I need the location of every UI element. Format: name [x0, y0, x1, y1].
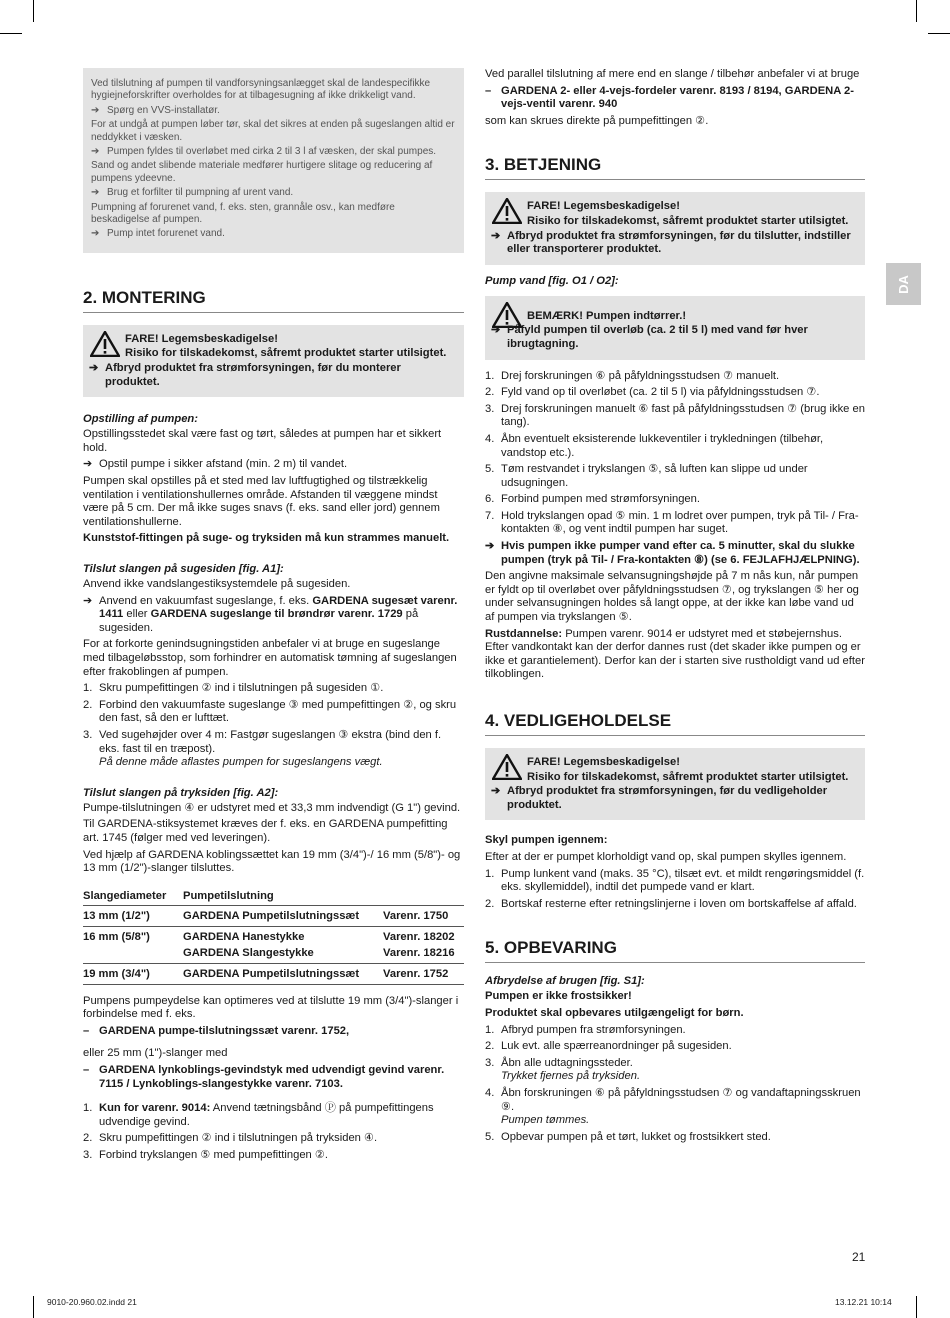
step-number: 1. — [485, 369, 495, 382]
step-number: 3. — [83, 728, 93, 741]
list-item — [83, 699, 464, 726]
warning-action: Afbryd produktet fra strømforsyningen, før du vedligeholder produktet. — [507, 785, 828, 811]
arrow-icon: ➔ — [91, 104, 100, 116]
notice-instruction-text: Pump intet forurenet vand. — [107, 228, 225, 240]
note-title: BEMÆRK! Pumpen indtørrer.! — [527, 309, 687, 322]
instruction: Hvis pumpen ikke pumper vand efter ca. 5 minutter, skal du slukke pumpen (tryk på Til- / Fra-kontakten ⑧) (se 6. FEJLAFHJÆLPNING). — [501, 540, 860, 566]
paragraph: Ved parallel tilslutning af mere end en slange / tilbehør anbefaler vi at bruge — [485, 68, 860, 80]
step-number: 2. — [485, 386, 495, 399]
product-ref: GARDENA lynkoblings-gevindstyk med udvendigt gevind varenr. 7115 / Lynkoblings-slangestykke varenr. 7103. — [99, 1064, 445, 1090]
warning-box — [485, 748, 865, 820]
table-header: Pumpetilslutning — [183, 887, 383, 906]
subheading: Afbrydelse af brugen [fig. S1]: — [485, 975, 645, 988]
list-item — [485, 433, 865, 460]
footer-file: 9010-20.960.02.indd 21 — [47, 1297, 137, 1307]
paragraph: Den angivne maksimale selvansugningshøjde på 7 m nås kun, når pumpen er fyldt op til overløbet over påfyldningsstudsen ⑦, og trykslangen ⑤ her og under selvansugningen holdes så langt oppe, at der ikke kan løbe vand ud af pumpen via trykslangen ⑤. — [485, 570, 859, 624]
table-cell: GARDENA Pumpetilslutningssæt — [183, 963, 383, 984]
warning-title: FARE! Legemsbeskadigelse! — [125, 332, 278, 345]
notice-instruction-text: Spørg en VVS-installatør. — [107, 104, 220, 116]
list-item — [485, 403, 865, 430]
warning-triangle-icon — [90, 331, 120, 357]
step-text: Luk evt. alle spærreanordninger på sugesiden. — [501, 1040, 732, 1053]
notice-instruction — [91, 228, 456, 240]
step-text: Forbind den vakuumfaste sugeslange ③ med pumpefittingen ②, og skru den fast, så den er lufttæt. — [99, 698, 457, 725]
step-list — [485, 370, 865, 538]
step-text: Tøm restvandet i trykslangen ⑤, så luften kan slippe ud under udsugningen. — [501, 463, 808, 489]
step-number: 3. — [485, 1056, 495, 1069]
list-item — [485, 463, 865, 490]
product-ref: GARDENA sugeslange til brøndrør varenr. 1729 — [150, 608, 403, 621]
bold-paragraph: Produktet skal opbevares utilgængeligt for børn. — [485, 1006, 744, 1019]
list-item — [83, 682, 464, 696]
section-heading: 3. BETJENING — [485, 155, 865, 180]
step-text: Pump lunkent vand (maks. 35 °C), tilsæt evt. et mildt rengøringsmiddel (f. eks. skyllemiddel), indtil det pumpede vand er klart. — [501, 867, 865, 894]
subheading: Pump vand [fig. O1 / O2]: — [485, 274, 619, 287]
arrow-icon: ➔ — [83, 458, 93, 471]
step-number: 2. — [485, 897, 495, 910]
list-item — [485, 370, 865, 384]
step-text: Skru pumpefittingen ② ind i tilslutningen på sugesiden ①. — [99, 682, 384, 695]
arrow-icon: ➔ — [91, 146, 100, 158]
list-item — [485, 1087, 865, 1128]
warning-action: Afbryd produktet fra strømforsyningen, før du tilslutter, indstiller eller transporterer produktet. — [507, 229, 851, 256]
warning-box — [83, 325, 464, 397]
warning-text: Risiko for tilskadekomst, såfremt produktet starter utilsigtet. — [125, 347, 447, 360]
crop-mark — [916, 0, 917, 22]
warning-triangle-icon — [492, 198, 522, 224]
dash-marker: – — [485, 84, 492, 97]
table-cell — [83, 945, 183, 964]
warning-triangle-icon — [492, 754, 522, 780]
list-item — [485, 868, 865, 895]
step-result: Pumpen tømmes. — [501, 1114, 590, 1127]
table-cell: GARDENA Pumpetilslutningssæt — [183, 905, 383, 926]
paragraph: Pumpen varenr. 9014 er udstyret med et støbejernshus. Efter vandkontakt kan der derfor dannes rust (det skader ikke pumpen og er ikke et garantielement). Derfor kan der i starten sive rustholdigt vand ud efter tilkoblingen. — [485, 627, 865, 681]
paragraph: Pumpen skal opstilles på et sted med lav luftfugtighed og tilstrækkelig ventilation i ventilationshullernes område. Afstanden til væggene mindst være på 5 cm. Der må ikke suges snavs (f. eks. sand eller jord) gennem ventilationshullerne. — [83, 475, 440, 528]
arrow-icon: ➔ — [91, 187, 100, 199]
instruction: Opstil pumpe i sikker afstand (min. 2 m) til vandet. — [99, 458, 348, 471]
instruction: Anvend en vakuumfast sugeslange, f. eks. — [99, 594, 313, 607]
list-item — [485, 493, 865, 507]
note-box — [485, 296, 865, 360]
list-item — [83, 1132, 464, 1146]
table-cell: Varenr. 1750 — [383, 905, 464, 926]
notice-text: For at undgå at pumpen løber tør, skal det sikres at enden på sugeslangen altid er neddykket i væsken. — [91, 119, 455, 143]
table-header — [383, 887, 464, 906]
paragraph: Opstillingsstedet skal være fast og tørt, således at pumpen har et sikkert hold. — [83, 428, 442, 454]
list-item — [485, 1131, 865, 1145]
note-action: Påfyld pumpen til overløb (ca. 2 til 5 l) med vand før hver ibrugtagning. — [507, 324, 808, 350]
step-text: Bortskaf resterne efter retningslinjerne i loven om bortskaffelse af affald. — [501, 897, 857, 910]
table-row — [83, 945, 464, 964]
crop-mark — [916, 1296, 917, 1318]
warning-text: Risiko for tilskadekomst, såfremt produktet starter utilsigtet. — [527, 214, 849, 227]
hose-table — [83, 887, 464, 985]
table-cell: 19 mm (3/4") — [83, 963, 183, 984]
arrow-icon: ➔ — [491, 229, 501, 242]
crop-mark — [928, 33, 950, 34]
table-cell: GARDENA Slangestykke — [183, 945, 383, 964]
notice-instruction — [91, 105, 456, 117]
notice-instruction-text: Pumpen fyldes til overløbet med cirka 2 til 3 l af væsken, der skal pumpes. — [107, 146, 437, 158]
arrow-icon: ➔ — [485, 540, 495, 553]
footer-date: 13.12.21 10:14 — [835, 1297, 892, 1307]
dash-marker: – — [83, 1024, 90, 1037]
step-number: 5. — [485, 463, 495, 476]
section-heading: 2. MONTERING — [83, 288, 464, 313]
step-number: 2. — [83, 698, 93, 711]
paragraph: Til GARDENA-stiksystemet kræves der f. eks. en GARDENA pumpefitting art. 1745 (følger med ved leveringen). — [83, 818, 448, 844]
paragraph: Efter at der er pumpet klorholdigt vand op, skal pumpen skylles igennem. — [485, 850, 847, 863]
warning-title: FARE! Legemsbeskadigelse! — [527, 200, 680, 213]
step-text: Åbn forskruningen ⑥ på påfyldningsstudsen ⑦ og vandaftapningsskruen ⑨. — [501, 1086, 861, 1113]
arrow-icon: ➔ — [91, 228, 100, 240]
step-text: Drej forskruningen manuelt ⑥ fast på påfyldningsstudsen ⑦ (brug ikke en tang). — [501, 402, 865, 429]
warning-text: Risiko for tilskadekomst, såfremt produktet starter utilsigtet. — [527, 770, 849, 783]
step-text: Åbn eventuelt eksisterende lukkeventiler i trykledningen (tilbehør, vandstop etc.). — [501, 432, 824, 459]
list-item — [485, 1040, 865, 1054]
list-item — [485, 898, 865, 912]
language-tab — [886, 263, 921, 305]
crop-mark — [33, 1296, 34, 1318]
step-text: Anvend tætningsbånd Ⓟ på pumpefittingens udvendige gevind. — [99, 1102, 434, 1128]
warning-title: FARE! Legemsbeskadigelse! — [527, 756, 680, 768]
table-cell: Varenr. 1752 — [383, 963, 464, 984]
table-row — [83, 926, 464, 945]
step-number: 4. — [485, 432, 495, 445]
paragraph: Ved hjælp af GARDENA koblingssættet kan 19 mm (3/4")-/ 16 mm (5/8")- og 13 mm (1/2")-slanger tilsluttes. — [83, 848, 461, 875]
list-item — [485, 1024, 865, 1038]
section-heading: 4. VEDLIGEHOLDELSE — [485, 711, 865, 736]
table-cell: 16 mm (5/8") — [83, 930, 150, 943]
step-number: 3. — [83, 1149, 93, 1162]
bold-paragraph: Kunststof-fittingen på suge- og tryksiden må kun strammes manuelt. — [83, 532, 450, 545]
step-text: Åbn alle udtagningssteder. — [501, 1056, 633, 1069]
step-text: Opbevar pumpen på et tørt, lukket og frostsikkert sted. — [501, 1130, 771, 1143]
right-column — [485, 68, 865, 1147]
left-column — [83, 68, 464, 1166]
step-result: På denne måde aflastes pumpen for sugeslangens vægt. — [99, 756, 383, 769]
step-number: 5. — [485, 1130, 495, 1143]
list-item — [485, 1057, 865, 1084]
instruction-text: på sugesiden. — [99, 608, 419, 634]
list-item — [485, 386, 865, 400]
step-list — [485, 1024, 865, 1145]
step-number: 2. — [485, 1040, 495, 1053]
paragraph: Anvend ikke vandslangestiksystemdele på sugesiden. — [83, 578, 351, 590]
notice-instruction — [91, 187, 456, 199]
list-item — [83, 1102, 464, 1129]
language-tab-label: DA — [896, 274, 911, 294]
notice-instruction-text: Brug et forfilter til pumpning af urent vand. — [107, 187, 294, 199]
product-ref: GARDENA sugesæt varenr. 1411 — [99, 594, 458, 621]
table-cell: Varenr. 18216 — [383, 945, 464, 964]
step-list — [485, 868, 865, 912]
step-result: Trykket fjernes på tryksiden. — [501, 1070, 641, 1083]
product-ref: GARDENA 2- eller 4-vejs-fordeler varenr. 8193 / 8194, GARDENA 2-vejs-ventil varenr. 940 — [501, 84, 854, 111]
step-number: 3. — [485, 402, 495, 415]
step-text: Fyld vand op til overløbet (ca. 2 til 5 l) via påfyldningsstudsen ⑦. — [501, 386, 820, 399]
instruction-text: eller — [123, 608, 151, 621]
notice-text: Sand og andet slibende materiale medfører hurtigere slitage og reducering af pumpens ydeevne. — [91, 160, 433, 184]
product-ref: GARDENA pumpe-tilslutningssæt varenr. 1752, — [99, 1024, 350, 1037]
step-label: Kun for varenr. 9014: — [99, 1102, 211, 1115]
arrow-icon: ➔ — [491, 785, 501, 798]
step-number: 1. — [485, 867, 495, 880]
safety-notice-box — [83, 68, 464, 253]
dash-marker: – — [83, 1064, 90, 1077]
step-number: 6. — [485, 493, 495, 506]
step-list — [83, 1102, 464, 1162]
step-text: Drej forskruningen ⑥ på påfyldningsstudsen ⑦ manuelt. — [501, 369, 780, 382]
list-item — [485, 510, 865, 537]
step-number: 4. — [485, 1086, 495, 1099]
subheading: Skyl pumpen igennem: — [485, 834, 608, 847]
crop-mark — [0, 33, 22, 34]
step-text: Hold trykslangen opad ⑤ min. 1 m lodret over pumpen, tryk på Til- / Fra-kontakten ⑧, og vent indtil pumpen har suget. — [501, 509, 859, 536]
subheading: Tilslut slangen på tryksiden [fig. A2]: — [83, 786, 279, 799]
step-text: Forbind trykslangen ⑤ med pumpefittingen ②. — [99, 1149, 329, 1162]
step-number: 1. — [83, 1102, 93, 1115]
paragraph: Pumpens pumpeydelse kan optimeres ved at tilslutte 19 mm (3/4")-slanger i forbindelse med f. eks. — [83, 994, 459, 1021]
page-number: 21 — [852, 1250, 866, 1264]
table-cell: GARDENA Hanestykke — [183, 930, 305, 943]
step-text: Forbind pumpen med strømforsyningen. — [501, 493, 700, 506]
section-heading: 5. OPBEVARING — [485, 938, 865, 963]
step-number: 7. — [485, 509, 495, 522]
table-header: Slangediameter — [83, 887, 183, 906]
paragraph: Pumpe-tilslutningen ④ er udstyret med et 33,3 mm indvendigt (G 1") gevind. — [83, 801, 461, 814]
step-text: Ved sugehøjder over 4 m: Fastgør sugeslangen ③ ekstra (bind den f. eks. fast til en træpost). — [99, 728, 442, 755]
step-list — [83, 682, 464, 770]
notice-text: Ved tilslutning af pumpen til vandforsyningsanlægget skal de landespecifikke hygiejneforskrifter overholdes for at tilbagesugning af ikke drikkeligt vand. — [91, 78, 431, 102]
table-cell: Varenr. 18202 — [383, 930, 455, 943]
label: Rustdannelse: — [485, 627, 563, 640]
subheading: Tilslut slangen på sugesiden [fig. A1]: — [83, 563, 284, 575]
notice-instruction — [91, 146, 456, 158]
crop-mark — [33, 0, 34, 22]
bold-paragraph: Pumpen er ikke frostsikker! — [485, 990, 632, 1003]
subheading: Opstilling af pumpen: — [83, 413, 198, 426]
table-row — [83, 963, 464, 984]
table-row — [83, 905, 464, 926]
table-cell: 13 mm (1/2") — [83, 905, 183, 926]
warning-action: Afbryd produktet fra strømforsyningen, før du monterer produktet. — [105, 362, 401, 388]
step-number: 2. — [83, 1132, 93, 1145]
step-number: 1. — [83, 682, 93, 695]
notice-text: Pumpning af forurenet vand, f. eks. sten, grannåle osv., kan medføre beskadigelse af pumpen. — [91, 201, 395, 226]
warning-box — [485, 192, 865, 264]
list-item — [83, 729, 464, 770]
step-number: 1. — [485, 1023, 495, 1036]
step-text: Skru pumpefittingen ② ind i tilslutningen på tryksiden ④. — [99, 1132, 378, 1145]
arrow-icon: ➔ — [491, 324, 501, 337]
list-item — [83, 1149, 464, 1163]
arrow-icon: ➔ — [83, 594, 93, 607]
paragraph: som kan skrues direkte på pumpefittingen ②. — [485, 114, 709, 127]
paragraph: eller 25 mm (1")-slanger med — [83, 1047, 228, 1060]
arrow-icon: ➔ — [89, 362, 99, 375]
step-text: Afbryd pumpen fra strømforsyningen. — [501, 1023, 686, 1036]
paragraph: For at forkorte genindsugningstiden anbefaler vi at bruge en sugeslange med tilbageløbsstop, som forhindrer en automatisk tømning af sugeslangen efter frakoblingen af pumpen. — [83, 638, 457, 678]
